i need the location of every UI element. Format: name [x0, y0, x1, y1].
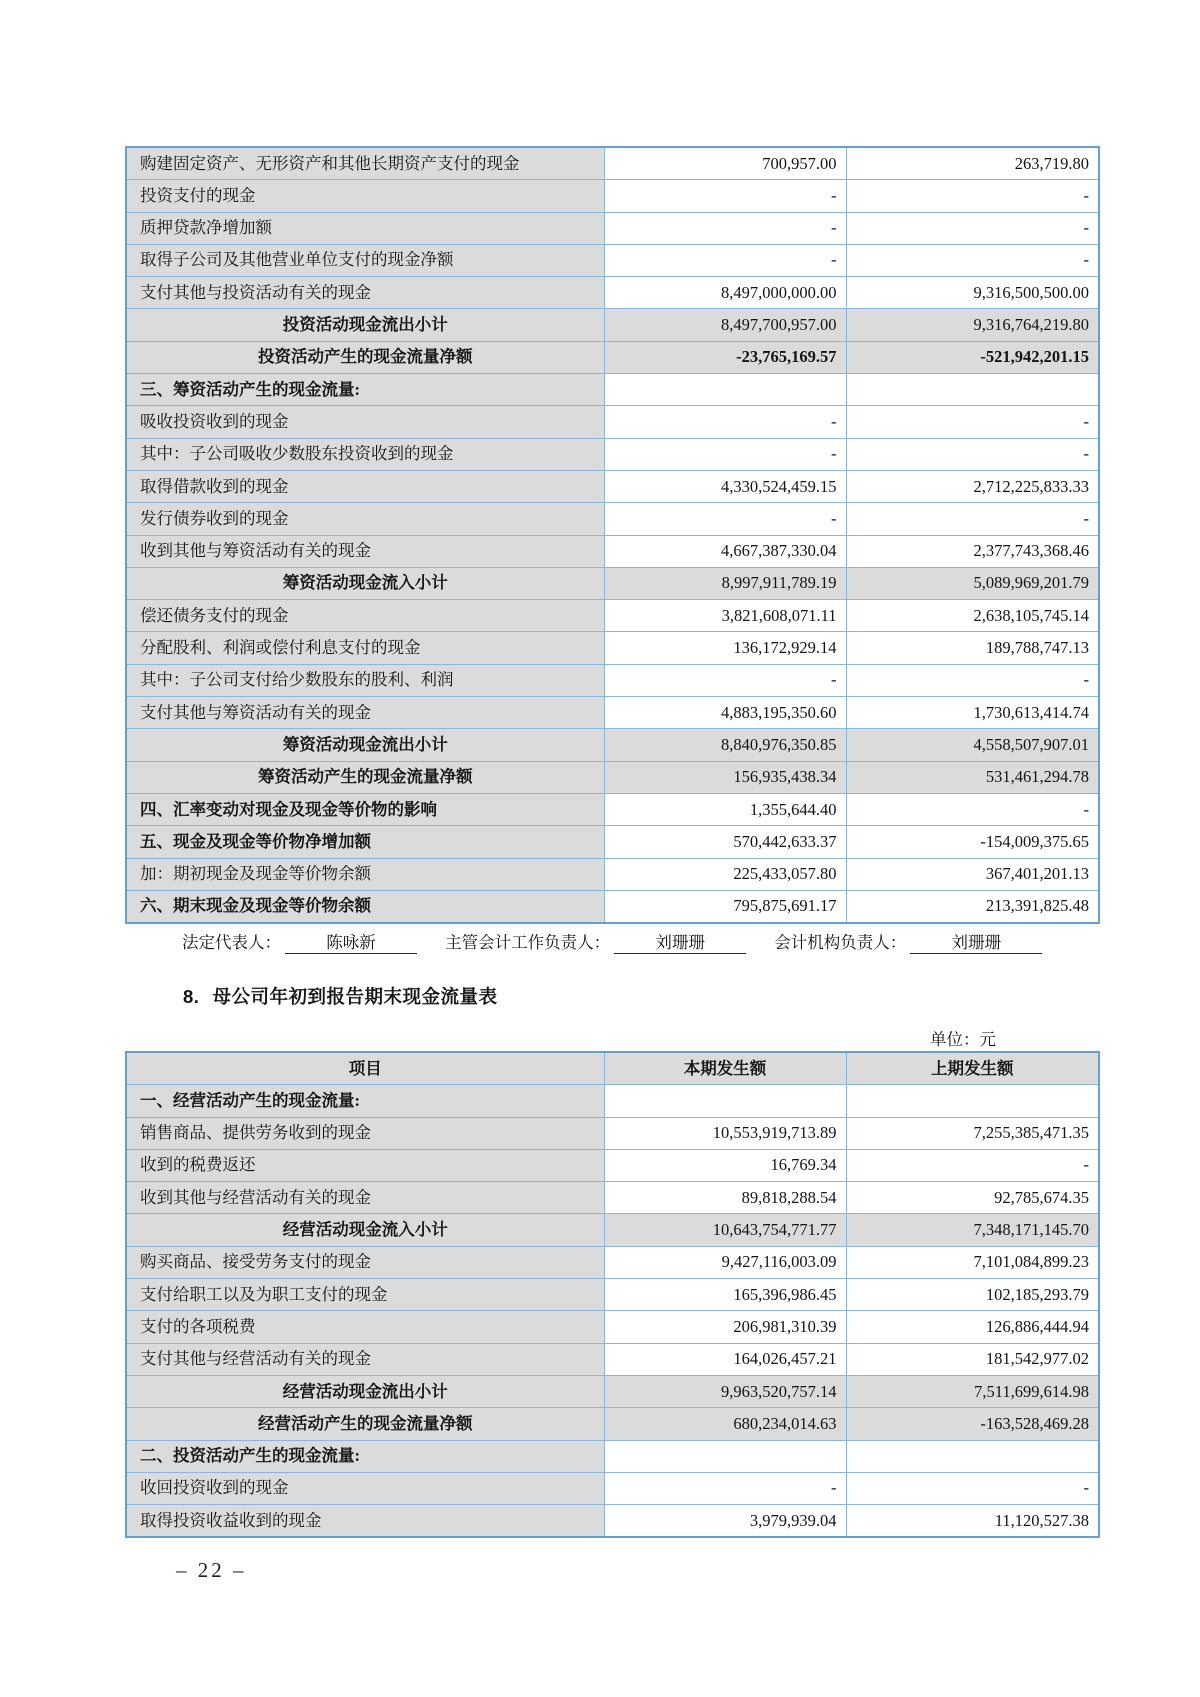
- current-period-value-cell: 3,821,608,071.11: [604, 600, 846, 632]
- table-row: [126, 729, 1099, 761]
- table-row: [126, 503, 1099, 535]
- prior-period-value-cell: 7,348,171,145.70: [846, 1214, 1099, 1246]
- item-label-cell: 支付其他与经营活动有关的现金: [126, 1343, 604, 1375]
- table-row: [126, 406, 1099, 438]
- current-period-value-cell: -: [604, 212, 846, 244]
- table-row: [126, 277, 1099, 309]
- item-label-cell: 一、经营活动产生的现金流量:: [126, 1085, 604, 1117]
- current-period-value-cell: 89,818,288.54: [604, 1182, 846, 1214]
- item-label-cell: 四、汇率变动对现金及现金等价物的影响: [126, 793, 604, 825]
- item-label-cell: 筹资活动现金流出小计: [126, 729, 604, 761]
- chief-accountant-label: 主管会计工作负责人：: [445, 933, 611, 952]
- page-number: – 22 –: [176, 1558, 247, 1582]
- prior-period-value-cell: -: [846, 180, 1099, 212]
- item-label-cell: 六、期末现金及现金等价物余额: [126, 890, 604, 923]
- item-label-cell: 收到其他与经营活动有关的现金: [126, 1182, 604, 1214]
- current-period-value-cell: -: [604, 244, 846, 276]
- item-label-cell: 其中：子公司吸收少数股东投资收到的现金: [126, 438, 604, 470]
- prior-period-value-cell: 7,511,699,614.98: [846, 1375, 1099, 1407]
- item-label-cell: 购买商品、接受劳务支付的现金: [126, 1246, 604, 1278]
- current-period-value-cell: 1,355,644.40: [604, 793, 846, 825]
- accounting-dept-head-label: 会计机构负责人：: [774, 933, 907, 952]
- current-period-value-cell: 225,433,057.80: [604, 858, 846, 890]
- prior-period-value-cell: [846, 374, 1099, 406]
- table-row: [126, 1472, 1099, 1504]
- item-label-cell: 五、现金及现金等价物净增加额: [126, 826, 604, 858]
- prior-period-value-cell: 102,185,293.79: [846, 1279, 1099, 1311]
- prior-period-value-cell: -: [846, 212, 1099, 244]
- table-row: [126, 1149, 1099, 1181]
- item-label-cell: 销售商品、提供劳务收到的现金: [126, 1117, 604, 1149]
- prior-period-value-cell: -: [846, 244, 1099, 276]
- current-period-value-cell: 136,172,929.14: [604, 632, 846, 664]
- table-row: [126, 567, 1099, 599]
- item-label-cell: 取得借款收到的现金: [126, 470, 604, 502]
- prior-period-value-cell: 7,101,084,899.23: [846, 1246, 1099, 1278]
- item-label-cell: 支付其他与筹资活动有关的现金: [126, 697, 604, 729]
- table-row: [126, 1440, 1099, 1472]
- table-row: [126, 1182, 1099, 1214]
- current-period-value-cell: -: [604, 438, 846, 470]
- prior-period-value-cell: 9,316,500,500.00: [846, 277, 1099, 309]
- current-period-value-cell: -: [604, 406, 846, 438]
- accounting-dept-head-name: 刘珊珊: [910, 929, 1042, 954]
- current-period-value-cell: 795,875,691.17: [604, 890, 846, 923]
- current-period-value-cell: 10,643,754,771.77: [604, 1214, 846, 1246]
- table-row: [126, 244, 1099, 276]
- table-row: [126, 858, 1099, 890]
- section-number: 8.: [183, 986, 200, 1007]
- table-row: [126, 890, 1099, 923]
- table-row: [126, 309, 1099, 341]
- item-label-cell: 支付其他与投资活动有关的现金: [126, 277, 604, 309]
- current-period-value-cell: 9,427,116,003.09: [604, 1246, 846, 1278]
- prior-period-value-cell: -163,528,469.28: [846, 1408, 1099, 1440]
- prior-period-value-cell: 7,255,385,471.35: [846, 1117, 1099, 1149]
- prior-period-value-cell: 126,886,444.94: [846, 1311, 1099, 1343]
- prior-period-value-cell: 367,401,201.13: [846, 858, 1099, 890]
- current-period-value-cell: [604, 1085, 846, 1117]
- current-period-value-cell: -: [604, 503, 846, 535]
- item-label-cell: 质押贷款净增加额: [126, 212, 604, 244]
- prior-period-value-cell: 1,730,613,414.74: [846, 697, 1099, 729]
- item-label-cell: 偿还债务支付的现金: [126, 600, 604, 632]
- prior-period-value-cell: -: [846, 1472, 1099, 1504]
- table-row: [126, 212, 1099, 244]
- prior-period-value-cell: 2,377,743,368.46: [846, 535, 1099, 567]
- current-period-value-cell: 680,234,014.63: [604, 1408, 846, 1440]
- table-row: [126, 470, 1099, 502]
- current-period-value-cell: 9,963,520,757.14: [604, 1375, 846, 1407]
- consolidated-cash-flow-table-continued: [125, 146, 1100, 924]
- current-period-value-cell: 165,396,986.45: [604, 1279, 846, 1311]
- current-period-value-cell: 8,997,911,789.19: [604, 567, 846, 599]
- item-label-cell: 筹资活动产生的现金流量净额: [126, 761, 604, 793]
- column-header-item: 项目: [126, 1052, 604, 1085]
- current-period-value-cell: 8,497,700,957.00: [604, 309, 846, 341]
- prior-period-value-cell: 181,542,977.02: [846, 1343, 1099, 1375]
- current-period-value-cell: 4,330,524,459.15: [604, 470, 846, 502]
- table-row: [126, 664, 1099, 696]
- table-row: [126, 1246, 1099, 1278]
- item-label-cell: 投资支付的现金: [126, 180, 604, 212]
- current-period-value-cell: -23,765,169.57: [604, 341, 846, 373]
- table-row: [126, 438, 1099, 470]
- item-label-cell: 投资活动产生的现金流量净额: [126, 341, 604, 373]
- table-row: [126, 761, 1099, 793]
- current-period-value-cell: 164,026,457.21: [604, 1343, 846, 1375]
- section-heading: [183, 983, 497, 1009]
- table-row: [126, 1311, 1099, 1343]
- prior-period-value-cell: 263,719.80: [846, 147, 1099, 180]
- current-period-value-cell: 700,957.00: [604, 147, 846, 180]
- current-period-value-cell: 3,979,939.04: [604, 1505, 846, 1538]
- prior-period-value-cell: -: [846, 1149, 1099, 1181]
- table-row: [126, 341, 1099, 373]
- table-row: [126, 1408, 1099, 1440]
- table-row: [126, 1505, 1099, 1538]
- item-label-cell: 取得投资收益收到的现金: [126, 1505, 604, 1538]
- item-label-cell: 经营活动现金流出小计: [126, 1375, 604, 1407]
- item-label-cell: 经营活动现金流入小计: [126, 1214, 604, 1246]
- prior-period-value-cell: 2,712,225,833.33: [846, 470, 1099, 502]
- table-row: [126, 1085, 1099, 1117]
- current-period-value-cell: [604, 374, 846, 406]
- prior-period-value-cell: -154,009,375.65: [846, 826, 1099, 858]
- unit-label: 单位：元: [930, 1030, 996, 1049]
- table-row: [126, 600, 1099, 632]
- parent-company-cash-flow-table: [125, 1051, 1100, 1538]
- prior-period-value-cell: -: [846, 406, 1099, 438]
- item-label-cell: 其中：子公司支付给少数股东的股利、利润: [126, 664, 604, 696]
- prior-period-value-cell: 213,391,825.48: [846, 890, 1099, 923]
- item-label-cell: 加：期初现金及现金等价物余额: [126, 858, 604, 890]
- item-label-cell: 收回投资收到的现金: [126, 1472, 604, 1504]
- current-period-value-cell: 8,497,000,000.00: [604, 277, 846, 309]
- column-header-current-period: 本期发生额: [604, 1052, 846, 1085]
- item-label-cell: 投资活动现金流出小计: [126, 309, 604, 341]
- signature-line: [182, 929, 1042, 954]
- current-period-value-cell: 8,840,976,350.85: [604, 729, 846, 761]
- table-row: [126, 1343, 1099, 1375]
- table-row: [126, 1117, 1099, 1149]
- current-period-value-cell: 206,981,310.39: [604, 1311, 846, 1343]
- item-label-cell: 收到其他与筹资活动有关的现金: [126, 535, 604, 567]
- current-period-value-cell: 570,442,633.37: [604, 826, 846, 858]
- current-period-value-cell: 4,667,387,330.04: [604, 535, 846, 567]
- prior-period-value-cell: -: [846, 503, 1099, 535]
- item-label-cell: 三、筹资活动产生的现金流量:: [126, 374, 604, 406]
- item-label-cell: 支付给职工以及为职工支付的现金: [126, 1279, 604, 1311]
- prior-period-value-cell: -: [846, 793, 1099, 825]
- current-period-value-cell: 4,883,195,350.60: [604, 697, 846, 729]
- current-period-value-cell: -: [604, 664, 846, 696]
- table-row: [126, 535, 1099, 567]
- table-row: [126, 1375, 1099, 1407]
- section-title: 母公司年初到报告期末现金流量表: [212, 986, 498, 1007]
- current-period-value-cell: -: [604, 180, 846, 212]
- prior-period-value-cell: 9,316,764,219.80: [846, 309, 1099, 341]
- current-period-value-cell: [604, 1440, 846, 1472]
- table-row: [126, 826, 1099, 858]
- table-row: [126, 1214, 1099, 1246]
- prior-period-value-cell: [846, 1440, 1099, 1472]
- current-period-value-cell: 10,553,919,713.89: [604, 1117, 846, 1149]
- prior-period-value-cell: -521,942,201.15: [846, 341, 1099, 373]
- prior-period-value-cell: 92,785,674.35: [846, 1182, 1099, 1214]
- table-row: [126, 147, 1099, 180]
- prior-period-value-cell: 5,089,969,201.79: [846, 567, 1099, 599]
- table-row: [126, 180, 1099, 212]
- current-period-value-cell: 156,935,438.34: [604, 761, 846, 793]
- chief-accountant-name: 刘珊珊: [614, 929, 746, 954]
- prior-period-value-cell: -: [846, 438, 1099, 470]
- prior-period-value-cell: -: [846, 664, 1099, 696]
- item-label-cell: 取得子公司及其他营业单位支付的现金净额: [126, 244, 604, 276]
- item-label-cell: 购建固定资产、无形资产和其他长期资产支付的现金: [126, 147, 604, 180]
- current-period-value-cell: -: [604, 1472, 846, 1504]
- item-label-cell: 吸收投资收到的现金: [126, 406, 604, 438]
- current-period-value-cell: 16,769.34: [604, 1149, 846, 1181]
- column-header-prior-period: 上期发生额: [846, 1052, 1099, 1085]
- legal-representative-label: 法定代表人：: [182, 933, 281, 952]
- item-label-cell: 发行债券收到的现金: [126, 503, 604, 535]
- table-row: [126, 793, 1099, 825]
- item-label-cell: 支付的各项税费: [126, 1311, 604, 1343]
- table-header-row: [126, 1052, 1099, 1085]
- table-row: [126, 697, 1099, 729]
- table-row: [126, 374, 1099, 406]
- legal-representative-name: 陈咏新: [285, 929, 417, 954]
- prior-period-value-cell: 2,638,105,745.14: [846, 600, 1099, 632]
- item-label-cell: 收到的税费返还: [126, 1149, 604, 1181]
- item-label-cell: 筹资活动现金流入小计: [126, 567, 604, 599]
- prior-period-value-cell: 531,461,294.78: [846, 761, 1099, 793]
- prior-period-value-cell: 4,558,507,907.01: [846, 729, 1099, 761]
- item-label-cell: 二、投资活动产生的现金流量:: [126, 1440, 604, 1472]
- item-label-cell: 经营活动产生的现金流量净额: [126, 1408, 604, 1440]
- prior-period-value-cell: 11,120,527.38: [846, 1505, 1099, 1538]
- prior-period-value-cell: [846, 1085, 1099, 1117]
- table-row: [126, 1279, 1099, 1311]
- table-row: [126, 632, 1099, 664]
- prior-period-value-cell: 189,788,747.13: [846, 632, 1099, 664]
- item-label-cell: 分配股利、利润或偿付利息支付的现金: [126, 632, 604, 664]
